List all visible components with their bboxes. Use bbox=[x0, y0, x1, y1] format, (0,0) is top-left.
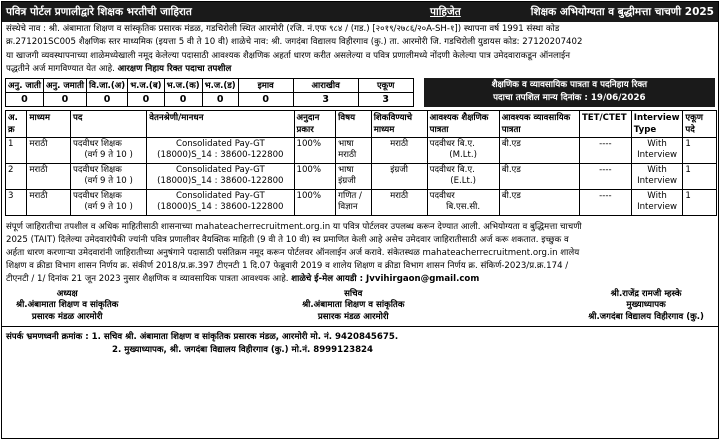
cell-tet: ---- bbox=[579, 137, 631, 163]
edu-line: पदवीधर bbox=[429, 190, 455, 201]
cat-value: 3 bbox=[358, 92, 413, 106]
cell-interview bbox=[631, 189, 683, 215]
cell-sr: 2 bbox=[6, 163, 27, 189]
cat-value: 0 bbox=[87, 92, 128, 106]
pay-line: Consolidated Pay-GT bbox=[175, 190, 265, 201]
pay-line: (18000)S_14 : 38600-122800 bbox=[157, 176, 284, 187]
cat-value: 0 bbox=[6, 92, 44, 106]
intro-line-4-text: पद्धतीने अर्ज मागविण्यात येत आहे. bbox=[6, 64, 115, 75]
posts-header-row bbox=[6, 110, 717, 137]
para-line: अर्हता धारण करणाऱ्या उमेदवारांनी जाहिरातीच्या अनुषंगाने पदासाठी पसंतिक्रम नमूद करून पोर्टलवर ऑनलाईन अर्ज करावे. संकेतस्थळ mahateacherrecruitment.org.in शालेय bbox=[6, 248, 580, 259]
subject-line: भाषा bbox=[338, 138, 354, 149]
cell-grant: 100% bbox=[294, 189, 336, 215]
cell-subject bbox=[336, 189, 372, 215]
cat-value: 3 bbox=[293, 92, 358, 106]
cell-subject bbox=[336, 163, 372, 189]
intro-line-1: संस्थेचे नाव : श्री. अंबामाता शिक्षण व सांस्कृतिक प्रसारक मंडळ, गडचिरोली स्थित आरमोरी (रजि. नं.एफ ९८४ / (गड.) [२०१९/२७८६/२०A-SH-१]) स्थापना वर्ष 1991 संस्था कोड bbox=[6, 24, 560, 34]
intro-text bbox=[2, 22, 718, 77]
qualification-box bbox=[424, 78, 715, 107]
cat-header: अनु. जाती bbox=[6, 78, 44, 92]
cell-post bbox=[71, 189, 147, 215]
cat-header: आराखीव bbox=[293, 78, 358, 92]
qualification-line-2: पदाचा तपशिल मान्य दिनांक : 19/06/2026 bbox=[493, 93, 646, 104]
contact-line-1: संपर्क भ्रमणध्वनी क्रमांक : 1. सचिव श्री. अंबामाता शिक्षण व सांकृतिक प्रसारक मंडळ, आरमोरी मो. नं. 9420845675. bbox=[6, 332, 399, 343]
category-row bbox=[5, 78, 715, 107]
table-row bbox=[6, 189, 717, 215]
sig-line: प्रसारक मंडळ आरमोरी bbox=[31, 311, 103, 322]
cell-pay bbox=[147, 137, 294, 163]
cell-medium: मराठी bbox=[27, 163, 71, 189]
cell-total: 1 bbox=[683, 189, 717, 215]
edu-line: पदवीधर बि.ए. bbox=[429, 138, 475, 149]
category-value-row bbox=[6, 92, 414, 106]
posts-header: आवश्यक शैक्षणिक पात्रता bbox=[427, 110, 499, 137]
cell-sr: 3 bbox=[6, 189, 27, 215]
cat-header: अनु. जमाती bbox=[43, 78, 86, 92]
cell-post bbox=[71, 137, 147, 163]
edu-line: बि.एस.सी. bbox=[446, 202, 481, 213]
category-header-row bbox=[6, 78, 414, 92]
cat-header: भ.ज.(ब) bbox=[128, 78, 164, 92]
cell-teach-medium: इंग्रजी bbox=[371, 163, 427, 189]
cell-edu bbox=[427, 163, 499, 189]
cell-medium: मराठी bbox=[27, 189, 71, 215]
para-line-text: टीएनटी / 1/ दिनांक 21 जून 2023 नुसार शैक्षणिक व व्यावसायिक पात्रता आवश्यक आहे. bbox=[6, 274, 289, 285]
para-line: शिक्षण व क्रीडा विभाग शासन निर्णय क्र. संकीर्ण 2018/प्र.क्र.397 टीएनटी 1 दि.07 फेब्रुवारी 2019 व शालेय शिक्षण व क्रीडा विभाग शासन निर्णय क्र. संकिर्ण-2023/प्र.क्र.174 / bbox=[6, 261, 569, 272]
subject-line: गणित / bbox=[338, 190, 362, 201]
cell-subject bbox=[336, 137, 372, 163]
cell-edu bbox=[427, 137, 499, 163]
header-left-title: पवित्र पोर्टल प्रणालीद्वारे शिक्षक भरतीची जाहिरात bbox=[6, 6, 192, 18]
edu-line: (E.Lt.) bbox=[450, 176, 476, 187]
posts-header: अ. क्र bbox=[6, 110, 27, 137]
cell-prof: बी.एड bbox=[499, 137, 579, 163]
interview-line: With bbox=[647, 138, 667, 149]
posts-header: शिकविण्याचे माध्यम bbox=[371, 110, 427, 137]
table-row bbox=[6, 163, 717, 189]
cell-prof: बी.एड bbox=[499, 163, 579, 189]
interview-line: With bbox=[647, 164, 667, 175]
post-line: पदवीधर शिक्षक bbox=[73, 138, 122, 149]
cat-value: 0 bbox=[43, 92, 86, 106]
post-line: पदवीधर शिक्षक bbox=[73, 190, 122, 201]
para-line: 2025 (TAIT) दिलेल्या उमेदवारांपैकी ज्यांनी पवित्र प्रणालीवर वैयक्तिक माहिती (9 वी ते 10 वी) स्व प्रमाणित केली आहे असेच उमेदवार जाहिरातीसाठी अर्ज करू शकतात. इच्छुक व bbox=[6, 234, 569, 245]
school-email: शाळेचे ई-मेल आयडी : Jvvihirgaon@gmail.com bbox=[291, 274, 480, 285]
para-line bbox=[6, 273, 714, 286]
category-table bbox=[5, 78, 414, 107]
qualification-line-1: शैक्षणिक व व्यावसायिक पात्रता व पदनिहाय रिक्त bbox=[491, 80, 648, 91]
intro-line-2: क्र.271201SC005 शैक्षणिक स्तर माध्यमिक (इयत्ता 5 वी ते 10 वी) शाळेचे नाव: श्री. जगदंबा विद्यालय विहीरगाव (कु.) ता. आरमोरी जि. गडचिरोली युडायस कोड: 27120207402 bbox=[6, 37, 583, 48]
cell-tet: ---- bbox=[579, 163, 631, 189]
edu-line: (M.Lt.) bbox=[449, 150, 477, 161]
subject-line: विज्ञान bbox=[338, 202, 358, 213]
contact-block bbox=[2, 327, 718, 357]
signature-headmaster bbox=[588, 289, 704, 324]
cell-medium: मराठी bbox=[27, 137, 71, 163]
sig-line: प्रसारक मंडळ आरमोरी bbox=[317, 311, 389, 322]
posts-header: आवश्यक व्यावसायिक पात्रता bbox=[499, 110, 579, 137]
details-paragraph bbox=[2, 216, 718, 287]
pay-line: Consolidated Pay-GT bbox=[175, 164, 265, 175]
edu-line: पदवीधर बि.ए. bbox=[429, 164, 475, 175]
intro-line-4-bold: आरक्षण निहाय रिक्त पदाचा तपशील bbox=[117, 64, 232, 75]
posts-header: वेतनश्रेणी/मानधन bbox=[147, 110, 294, 137]
signatures bbox=[2, 287, 718, 324]
sig-line: सचिव bbox=[344, 288, 363, 299]
cell-sr: 1 bbox=[6, 137, 27, 163]
cat-value: 0 bbox=[164, 92, 202, 106]
cat-header: इमाव bbox=[238, 78, 293, 92]
cell-grant: 100% bbox=[294, 137, 336, 163]
cat-header: भ.ज.(ड) bbox=[202, 78, 238, 92]
pay-line: (18000)S_14 : 38600-122800 bbox=[157, 202, 284, 213]
advertisement-page bbox=[1, 1, 719, 439]
cell-total: 1 bbox=[683, 137, 717, 163]
signature-secretary bbox=[302, 289, 404, 324]
cell-edu bbox=[427, 189, 499, 215]
interview-line: Interview bbox=[637, 176, 678, 187]
posts-header: माध्यम bbox=[27, 110, 71, 137]
posts-header: Interview Type bbox=[631, 110, 683, 137]
posts-header: एकूण पदे bbox=[683, 110, 717, 137]
cat-value: 0 bbox=[238, 92, 293, 106]
sig-line: मुख्याध्यापक bbox=[626, 300, 666, 311]
cat-value: 0 bbox=[128, 92, 164, 106]
cell-interview bbox=[631, 137, 683, 163]
table-row bbox=[6, 137, 717, 163]
header-right-title: शिक्षक अभियोग्यता व बुद्धीमत्ता चाचणी 2025 bbox=[530, 6, 714, 18]
subject-line: मराठी bbox=[338, 150, 357, 161]
interview-line: Interview bbox=[637, 202, 678, 213]
post-line: पदवीधर शिक्षक bbox=[73, 164, 122, 175]
posts-table bbox=[5, 110, 717, 216]
cell-pay bbox=[147, 189, 294, 215]
header-center-title: पाहिजेत bbox=[430, 6, 461, 18]
posts-header: पद bbox=[71, 110, 147, 137]
cat-header: एकूण bbox=[358, 78, 413, 92]
contact-line-2: 2. मुख्याध्यापक, श्री. जगदंबा विद्यालय विहीरगाव (कु.) मो.नं. 8999123824 bbox=[112, 345, 374, 356]
cell-post bbox=[71, 163, 147, 189]
cell-interview bbox=[631, 163, 683, 189]
intro-line-3: या खाजगी व्यवस्थापनाच्या शाळेमध्येखाली नमूद केलेल्या पदासाठी आवश्यक शैक्षणिक अहर्ता धारण करीत असलेल्या व पवित्र प्रणालीमध्ये नोंदणी केलेल्या पात्र उमेदवाराकडून ऑनलाईन bbox=[6, 50, 571, 61]
sig-line: श्री.अंबामाता शिक्षण व सांकृतिक bbox=[302, 300, 405, 311]
posts-header: विषय bbox=[336, 110, 372, 137]
post-line: (वर्ग 9 ते 10 ) bbox=[84, 150, 133, 161]
cell-teach-medium: मराठी bbox=[371, 189, 427, 215]
cell-pay bbox=[147, 163, 294, 189]
para-line: संपूर्ण जाहिरातीचा तपशील व अधिक माहितीसाठी शासनाच्या mahateacherrecruitment.org.in या पवित्र पोर्टलवर उपलब्ध करून देण्यात आली. अभियोग्यता व बुद्धिमत्ता चाचणी bbox=[6, 221, 582, 232]
cat-header: वि.जा.(अ) bbox=[87, 78, 128, 92]
pay-line: (18000)S_14 : 38600-122800 bbox=[157, 150, 284, 161]
pay-line: Consolidated Pay-GT bbox=[175, 138, 265, 149]
interview-line: With bbox=[647, 190, 667, 201]
post-line: (वर्ग 9 ते 10 ) bbox=[84, 202, 133, 213]
posts-header: TET/CTET bbox=[579, 110, 631, 137]
interview-line: Interview bbox=[637, 150, 678, 161]
subject-line: इंग्रजी bbox=[338, 176, 356, 187]
sig-line: श्री.जगदंबा विद्यालय विहीरगाव (कु.) bbox=[588, 311, 704, 322]
subject-line: भाषा bbox=[338, 164, 354, 175]
signature-president bbox=[16, 289, 118, 324]
cat-value: 0 bbox=[202, 92, 238, 106]
cell-teach-medium: मराठी bbox=[371, 137, 427, 163]
cell-grant: 100% bbox=[294, 163, 336, 189]
cell-prof: बी.एड bbox=[499, 189, 579, 215]
cat-header: भ.ज.(क) bbox=[164, 78, 202, 92]
sig-line: श्री.अंबामाता शिक्षण व सांकृतिक bbox=[16, 300, 119, 311]
intro-line-4 bbox=[6, 63, 714, 76]
posts-header: अनुदान प्रकार bbox=[294, 110, 336, 137]
post-line: (वर्ग 9 ते 10 ) bbox=[84, 176, 133, 187]
cell-tet: ---- bbox=[579, 189, 631, 215]
sig-line: श्री.राजेंद्र रामजी म्हस्के bbox=[610, 288, 682, 299]
cell-total: 1 bbox=[683, 163, 717, 189]
header-bar bbox=[2, 2, 718, 22]
sig-line: अध्यक्ष bbox=[56, 288, 78, 299]
